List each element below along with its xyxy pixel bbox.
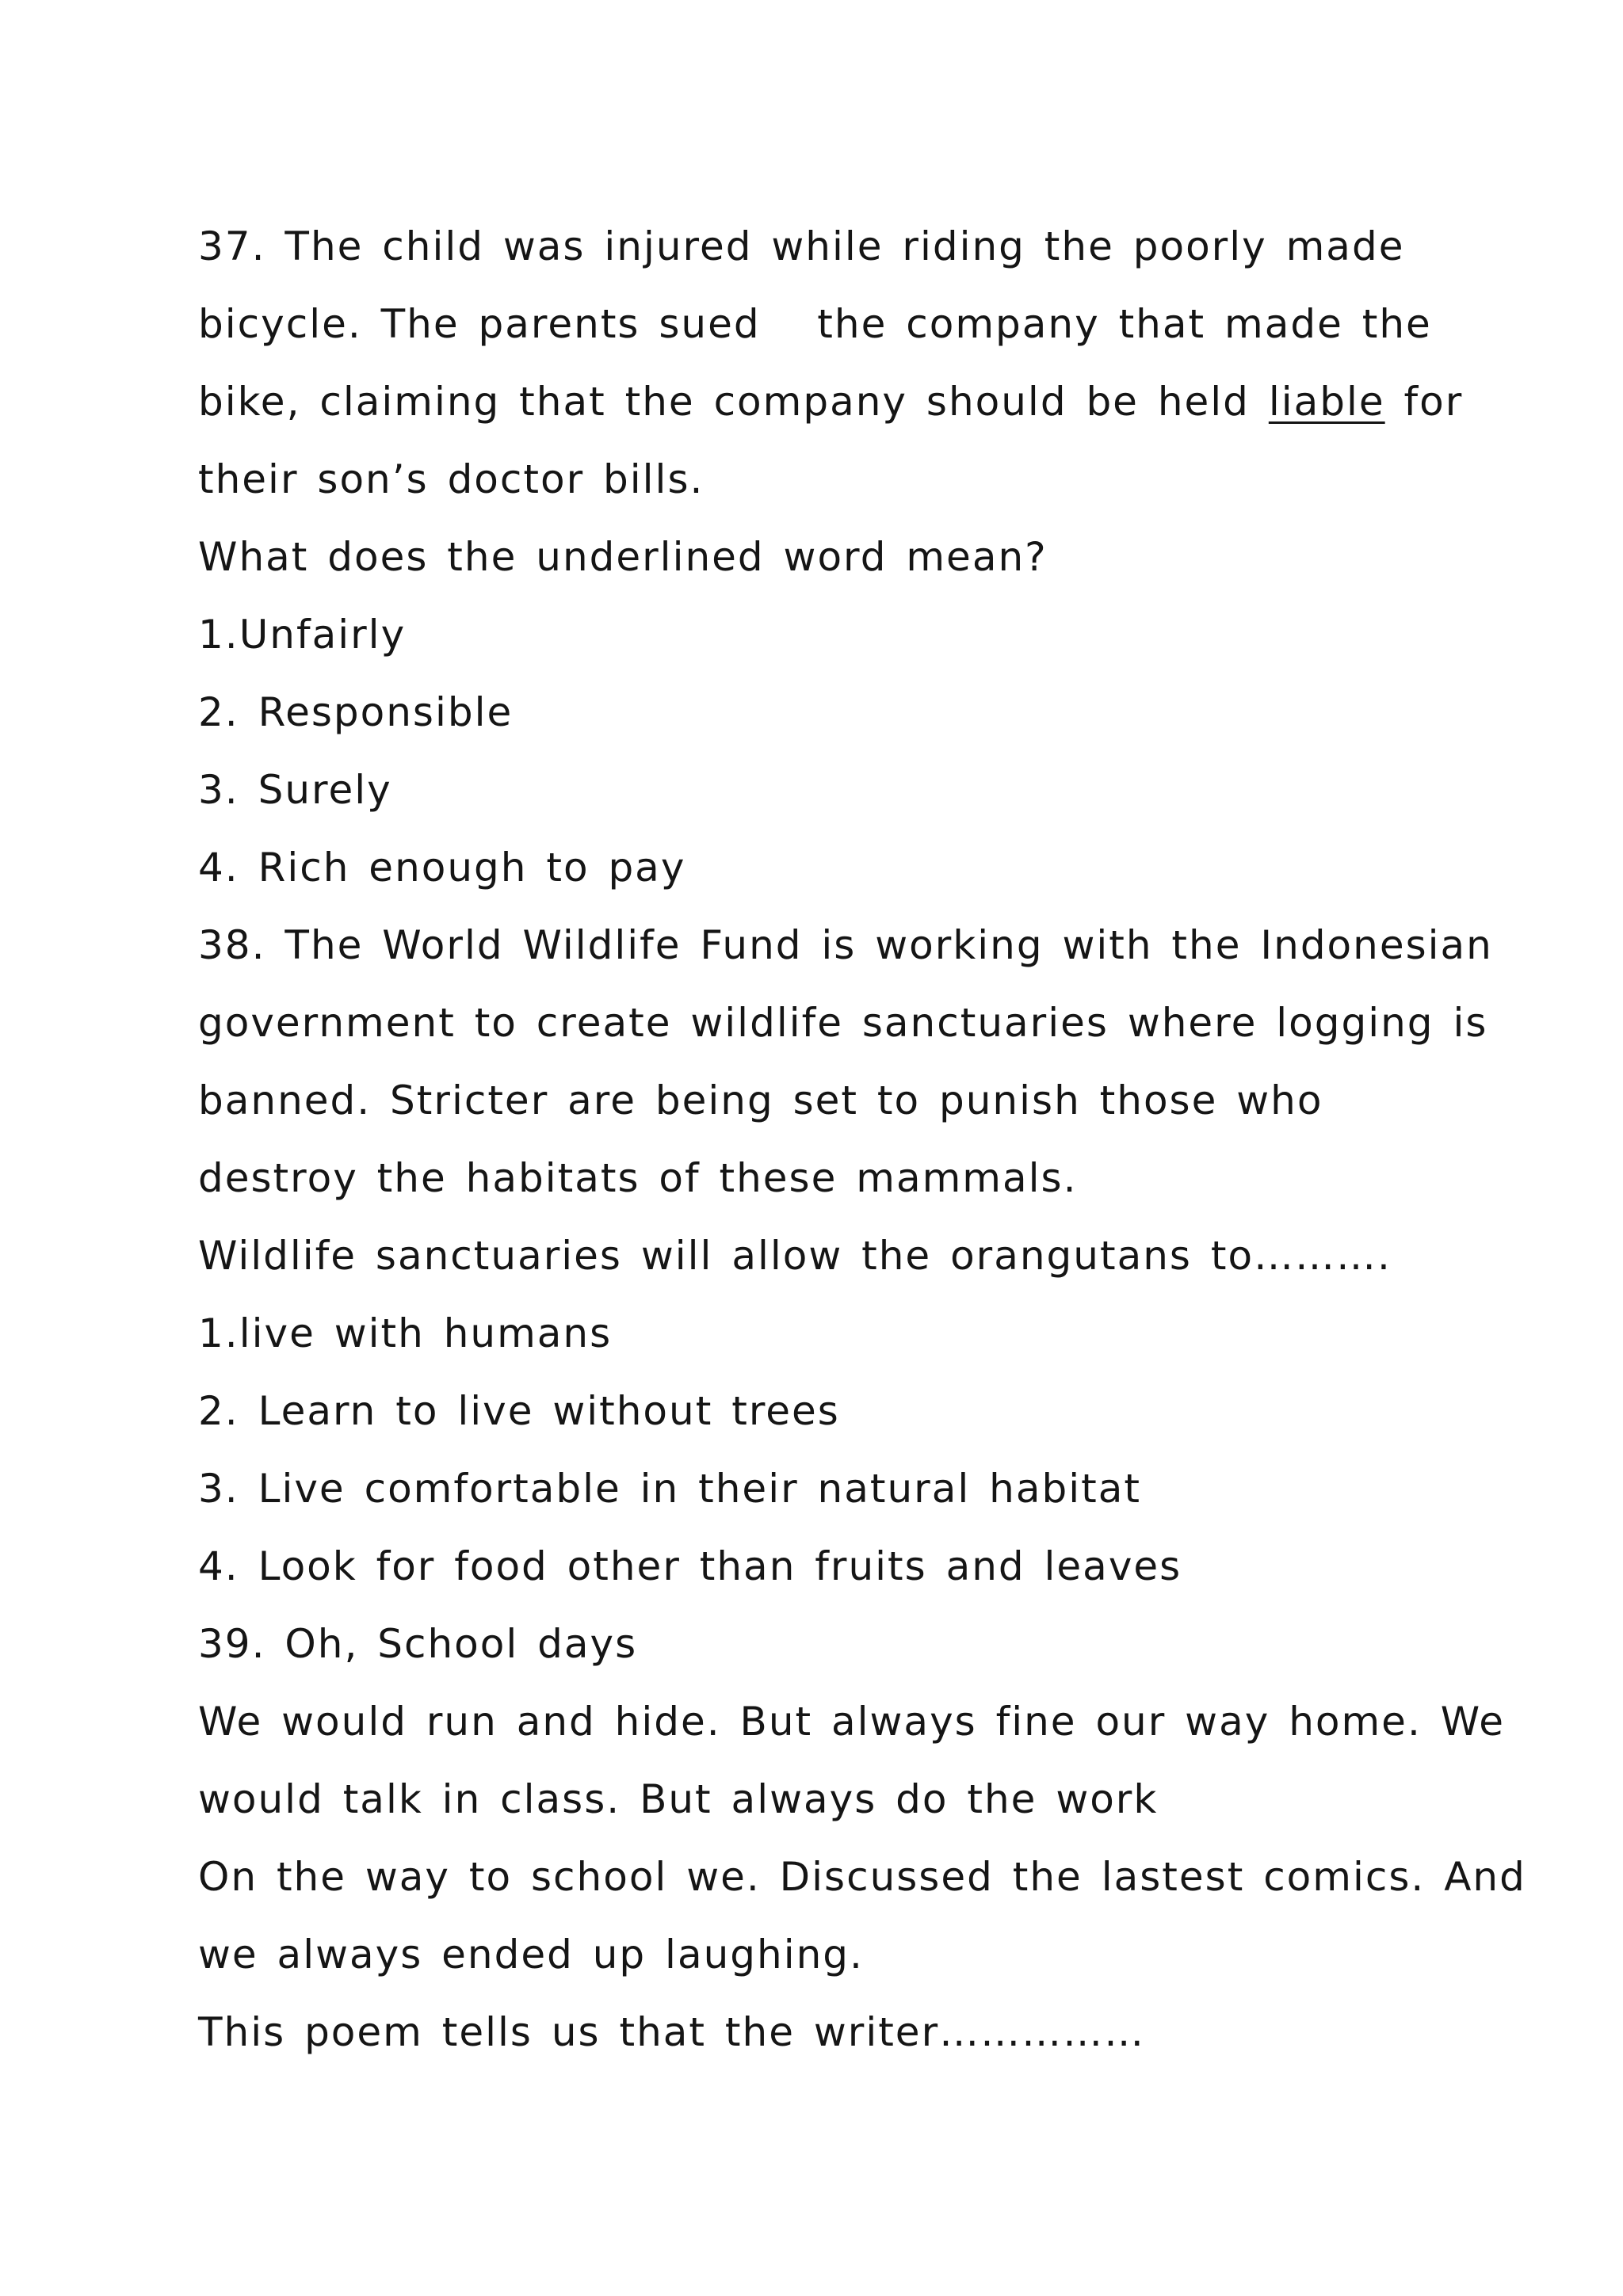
question-37-option-4: 4. Rich enough to pay	[198, 845, 686, 891]
question-39-title: 39. Oh, School days	[198, 1621, 638, 1667]
poem-line-3: On the way to school we. Discussed the lastest comics. And	[198, 1854, 1526, 1900]
question-38-prompt: Wildlife sanctuaries will allow the orangutans to……….	[198, 1233, 1392, 1279]
question-38-option-4: 4. Look for food other than fruits and leaves	[198, 1543, 1182, 1589]
question-38-option-2: 2. Learn to live without trees	[198, 1388, 840, 1434]
question-37-option-2: 2. Responsible	[198, 689, 514, 735]
question-37-line-3	[198, 363, 1506, 441]
question-37-option-1: 1.Unfairly	[198, 612, 407, 658]
question-37-line-3-text: bike, claiming that the company should be held	[198, 379, 1269, 425]
underlined-word: liable	[1268, 379, 1385, 425]
question-37-line-4: their son’s doctor bills.	[198, 456, 705, 502]
question-38-line-4: destroy the habitats of these mammals.	[198, 1155, 1078, 1201]
question-38-option-1: 1.live with humans	[198, 1310, 613, 1356]
question-37-line-1: 37. The child was injured while riding the poorly made	[198, 223, 1405, 269]
poem-line-2: would talk in class. But always do the work	[198, 1776, 1159, 1822]
question-38-option-3: 3. Live comfortable in their natural habitat	[198, 1466, 1141, 1512]
document-body	[198, 208, 1526, 2071]
poem-line-1: We would run and hide. But always fine our way home. We	[198, 1699, 1505, 1745]
question-37-line-3-end: for	[1384, 379, 1464, 425]
question-39-prompt: This poem tells us that the writer……………	[198, 2009, 1146, 2055]
question-37-line-2: bicycle. The parents sued the company that made the	[198, 301, 1432, 347]
poem-line-4: we always ended up laughing.	[198, 1932, 864, 1978]
question-37-option-3: 3. Surely	[198, 767, 392, 813]
question-38-line-1: 38. The World Wildlife Fund is working with the Indonesian	[198, 922, 1493, 968]
question-37-prompt: What does the underlined word mean?	[198, 534, 1048, 580]
question-38-line-3: banned. Stricter are being set to punish those who	[198, 1077, 1323, 1123]
question-38-line-2: government to create wildlife sanctuaries where logging is	[198, 1000, 1488, 1046]
